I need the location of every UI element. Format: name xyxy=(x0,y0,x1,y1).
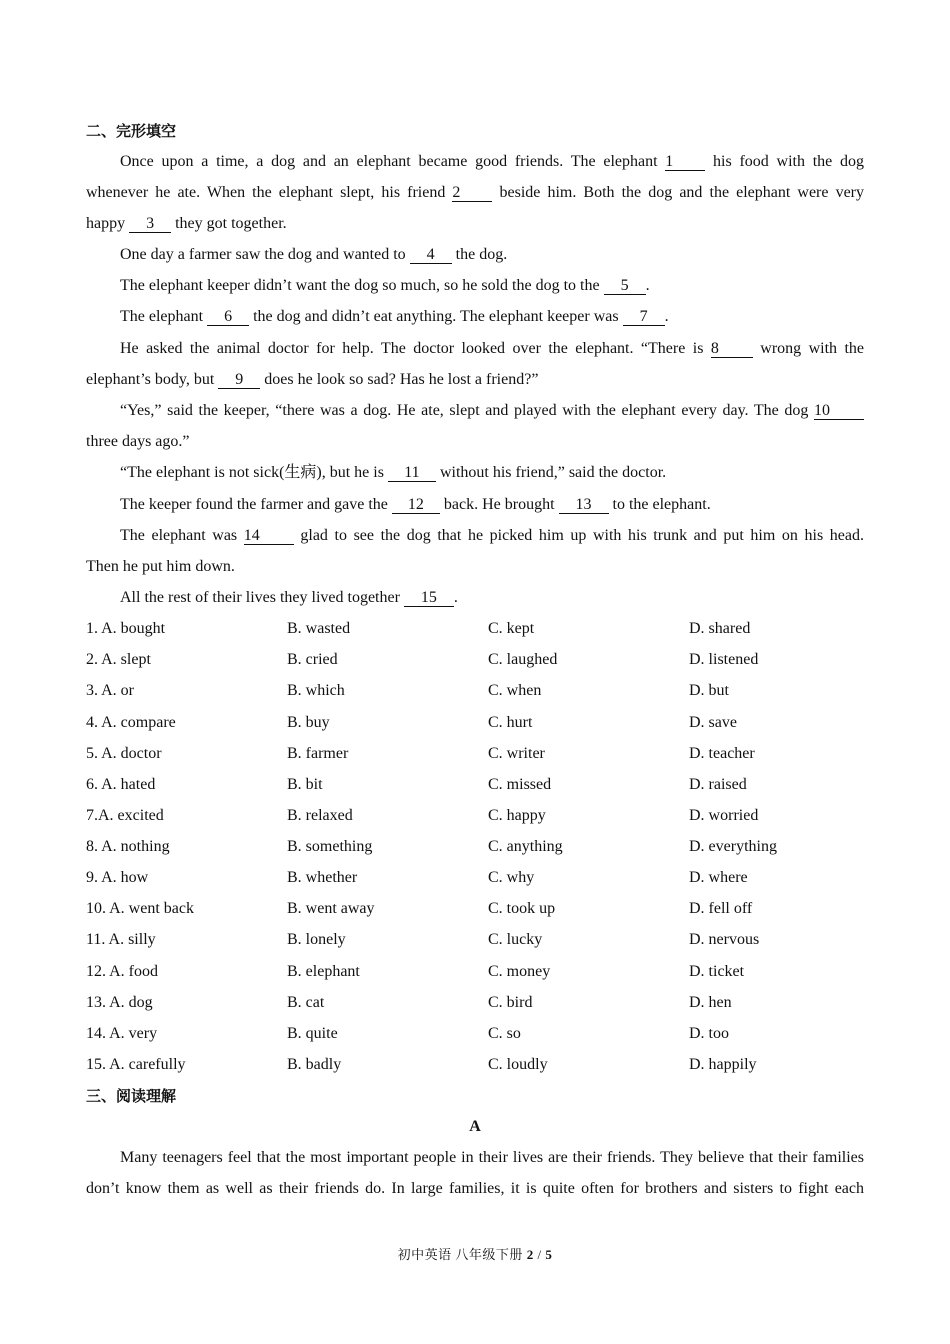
option-item: 4. A. compare xyxy=(86,714,176,731)
option-item: C. hurt xyxy=(488,714,533,731)
option-item: B. something xyxy=(287,838,373,855)
passage-line: Once upon a time, a dog and an elephant became good friends. The elephant 1 his food with the dog xyxy=(120,153,864,170)
option-item: 10. A. went back xyxy=(86,900,194,917)
blank-10: 10 xyxy=(814,402,864,420)
passage-line: The elephant keeper didn’t want the dog so much, so he sold the dog to the 5 . xyxy=(120,277,650,294)
option-item: 3. A. or xyxy=(86,682,134,699)
option-item: C. when xyxy=(488,682,542,699)
option-item: D. save xyxy=(689,714,737,731)
option-item: 12. A. food xyxy=(86,963,158,980)
passage-line: whenever he ate. When the elephant slept, his friend 2 beside him. Both the dog and the elephant were very xyxy=(86,184,864,201)
passage-line: All the rest of their lives they lived together 15 . xyxy=(120,589,458,606)
option-item: B. elephant xyxy=(287,963,360,980)
blank-6: 6 xyxy=(207,308,249,326)
passage-line: don’t know them as well as their friends do. In large families, it is quite often for brothers and sisters to fight each xyxy=(86,1180,864,1197)
option-item: 11. A. silly xyxy=(86,931,156,948)
option-item: B. relaxed xyxy=(287,807,353,824)
option-item: C. so xyxy=(488,1025,521,1042)
option-item: D. ticket xyxy=(689,963,745,980)
section-heading-reading: 三、阅读理解 xyxy=(86,1087,177,1105)
option-item: D. happily xyxy=(689,1056,757,1073)
passage-line: “The elephant is not sick(生病), but he is 11 without his friend,” said the doctor. xyxy=(120,464,667,481)
blank-13: 13 xyxy=(559,496,609,514)
option-item: B. buy xyxy=(287,714,330,731)
option-item: C. laughed xyxy=(488,651,558,668)
page-number: 2 xyxy=(526,1247,534,1262)
option-item: B. quite xyxy=(287,1025,338,1042)
page-footer xyxy=(86,1245,864,1265)
option-item: C. money xyxy=(488,963,551,980)
option-item: D. too xyxy=(689,1025,729,1042)
option-item: D. listened xyxy=(689,651,759,668)
passage-line: “Yes,” said the keeper, “there was a dog. He ate, slept and played with the elephant every day. The dog 10 xyxy=(120,401,864,421)
passage-line: He asked the animal doctor for help. The doctor looked over the elephant. “There is 8 wrong with the xyxy=(120,340,865,357)
option-item: B. cried xyxy=(287,651,338,668)
option-item: C. took up xyxy=(488,900,556,917)
blank-9: 9 xyxy=(218,371,260,389)
option-item: B. wasted xyxy=(287,620,351,637)
option-item: C. missed xyxy=(488,776,552,793)
option-item: D. where xyxy=(689,869,748,886)
passage-line: Many teenagers feel that the most important people in their lives are their friends. They believe that their families xyxy=(120,1149,864,1166)
section-heading-cloze: 二、完形填空 xyxy=(86,122,177,140)
option-item: D. fell off xyxy=(689,900,753,917)
option-item: D. worried xyxy=(689,807,759,824)
blank-14: 14 xyxy=(244,527,294,545)
passage-line: three days ago.” xyxy=(86,433,190,450)
page-total: 5 xyxy=(545,1247,553,1262)
option-item: C. loudly xyxy=(488,1056,548,1073)
option-item: C. bird xyxy=(488,994,533,1011)
option-item: 6. A. hated xyxy=(86,776,156,793)
option-item: D. nervous xyxy=(689,931,760,948)
blank-15: 15 xyxy=(404,589,454,607)
option-item: B. lonely xyxy=(287,931,346,948)
passage-line: One day a farmer saw the dog and wanted to 4 the dog. xyxy=(120,246,508,263)
page-separator: / xyxy=(533,1247,546,1262)
blank-2: 2 xyxy=(452,184,492,202)
footer-label: 初中英语 八年级下册 xyxy=(397,1247,527,1262)
passage-line: The keeper found the farmer and gave the 12 back. He brought 13 to the elephant. xyxy=(120,496,711,513)
blank-7: 7 xyxy=(623,308,665,326)
blank-1: 1 xyxy=(665,153,705,171)
blank-3: 3 xyxy=(129,215,171,233)
option-item: D. but xyxy=(689,682,729,699)
passage-line: elephant’s body, but 9 does he look so sad? Has he lost a friend?” xyxy=(86,371,539,388)
blank-12: 12 xyxy=(392,496,440,514)
passage-line: The elephant was 14 glad to see the dog that he picked him up with his trunk and put him on his head. xyxy=(120,527,864,544)
option-item: B. badly xyxy=(287,1056,342,1073)
blank-11: 11 xyxy=(388,464,436,482)
option-item: 2. A. slept xyxy=(86,651,151,668)
passage-title: A xyxy=(469,1118,481,1135)
option-item: B. farmer xyxy=(287,745,349,762)
option-item: 7.A. excited xyxy=(86,807,164,824)
option-item: C. anything xyxy=(488,838,563,855)
option-item: D. everything xyxy=(689,838,777,855)
option-item: 14. A. very xyxy=(86,1025,158,1042)
option-item: 5. A. doctor xyxy=(86,745,162,762)
option-item: D. shared xyxy=(689,620,751,637)
passage-line: Then he put him down. xyxy=(86,558,235,575)
blank-4: 4 xyxy=(410,246,452,264)
option-item: C. happy xyxy=(488,807,546,824)
option-item: B. cat xyxy=(287,994,325,1011)
option-item: B. bit xyxy=(287,776,323,793)
option-item: 9. A. how xyxy=(86,869,149,886)
option-item: B. which xyxy=(287,682,345,699)
option-item: B. whether xyxy=(287,869,358,886)
option-item: B. went away xyxy=(287,900,375,917)
blank-8: 8 xyxy=(711,340,753,358)
option-item: 8. A. nothing xyxy=(86,838,170,855)
option-item: C. kept xyxy=(488,620,535,637)
option-item: C. writer xyxy=(488,745,545,762)
option-item: D. teacher xyxy=(689,745,755,762)
option-item: D. raised xyxy=(689,776,747,793)
option-item: D. hen xyxy=(689,994,732,1011)
passage-line: The elephant 6 the dog and didn’t eat anything. The elephant keeper was 7 . xyxy=(120,308,669,325)
option-item: 1. A. bought xyxy=(86,620,166,637)
option-item: C. why xyxy=(488,869,535,886)
option-item: 15. A. carefully xyxy=(86,1056,186,1073)
option-item: 13. A. dog xyxy=(86,994,153,1011)
blank-5: 5 xyxy=(604,277,646,295)
option-item: C. lucky xyxy=(488,931,543,948)
passage-line: happy 3 they got together. xyxy=(86,215,287,232)
